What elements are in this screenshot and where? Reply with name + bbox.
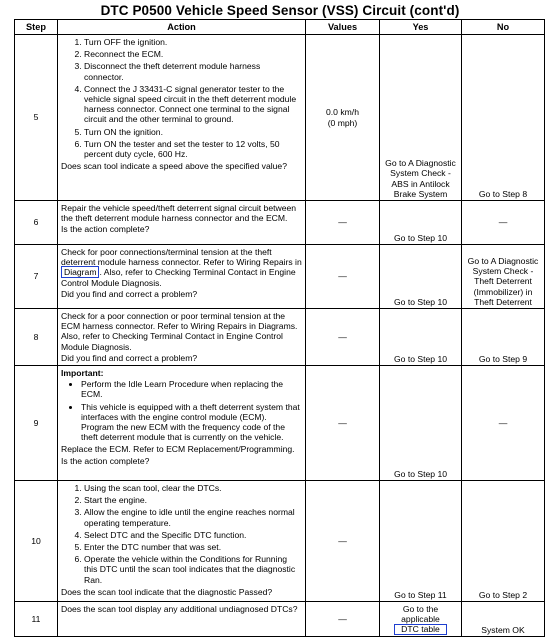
list-item: 1. Turn OFF the ignition.: [84, 37, 302, 47]
header-action: Action: [58, 20, 306, 35]
action-text: Repair the vehicle speed/theft deterrent signal circuit between the theft deterrent module harness connector and the ECM.: [61, 203, 297, 224]
list-item: • Perform the Idle Learn Procedure when replacing the ECM.: [81, 379, 302, 399]
step-number: 11: [15, 602, 58, 637]
action-question: Does the scan tool indicate that the diagnostic Passed?: [61, 586, 273, 597]
list-item: 2. Start the engine.: [84, 495, 302, 505]
list-item: 6. Operate the vehicle within the Conditions for Running this DTC until the scan tool indicates that the diagnostic Ran.: [84, 554, 302, 585]
action-cell: [58, 201, 306, 245]
important-label: Important:: [61, 368, 104, 379]
action-question: Does the scan tool display any additional undiagnosed DTCs?: [61, 604, 298, 615]
values-cell: —: [306, 309, 380, 366]
table-row: [15, 35, 545, 201]
action-cell: [58, 245, 306, 309]
list-item: 5. Enter the DTC number that was set.: [84, 542, 302, 552]
step-number: 10: [15, 481, 58, 602]
action-text: [61, 247, 302, 288]
values-cell: —: [306, 481, 380, 602]
yes-cell: Go to Step 10: [380, 245, 462, 309]
action-text: Replace the ECM. Refer to ECM Replacement/Programming.: [61, 444, 295, 455]
table-row: [15, 366, 545, 481]
no-cell: System OK: [462, 602, 545, 637]
table-row: [15, 245, 545, 309]
list-item: 1. Using the scan tool, clear the DTCs.: [84, 483, 302, 493]
no-cell: Go to Step 9: [462, 309, 545, 366]
action-question: Did you find and correct a problem?: [61, 352, 198, 363]
no-cell: —: [462, 366, 545, 481]
action-cell: [58, 309, 306, 366]
list-item: 4. Select DTC and the Specific DTC function.: [84, 530, 302, 540]
no-cell: —: [462, 201, 545, 245]
table-row: [15, 481, 545, 602]
yes-cell: Go to Step 11: [380, 481, 462, 602]
value-line: (0 mph): [327, 117, 358, 128]
step-number: 9: [15, 366, 58, 481]
table-row: [15, 201, 545, 245]
values-cell: —: [306, 366, 380, 481]
header-yes: Yes: [380, 20, 462, 35]
action-question: Is the action complete?: [61, 455, 150, 466]
table-row: [15, 309, 545, 366]
list-item: 3. Allow the engine to idle until the engine reaches normal operating temperature.: [84, 507, 302, 527]
diagram-link[interactable]: Diagram: [61, 266, 99, 278]
action-cell: [58, 481, 306, 602]
values-cell: —: [306, 245, 380, 309]
action-cell: [58, 366, 306, 481]
list-item: 3. Disconnect the theft deterrent module harness connector.: [84, 61, 302, 81]
action-text: Check for a poor connection or poor terminal tension at the ECM harness connector. Refer to Wiring Repairs in Diagrams. Also, refer to Checking Terminal Contact in Engine Control Module Diagnosis.: [61, 311, 298, 352]
step-number: 6: [15, 201, 58, 245]
action-question: Did you find and correct a problem?: [61, 288, 198, 299]
table-header-row: [15, 20, 545, 35]
action-text-part: . Also, refer to Checking Terminal Contact in Engine Control Module Diagnosis.: [61, 267, 296, 288]
no-cell: Go to Step 8: [462, 35, 545, 201]
yes-cell: Go to Step 10: [380, 366, 462, 481]
yes-cell: Go to A Diagnostic System Check - ABS in Antilock Brake System: [380, 35, 462, 201]
action-cell: [58, 35, 306, 201]
header-no: No: [462, 20, 545, 35]
values-cell: [306, 35, 380, 201]
header-values: Values: [306, 20, 380, 35]
action-text-part: Check for poor connections/terminal tension at the theft deterrent module harness connector. Refer to Wiring Repairs in: [61, 247, 302, 268]
no-cell: Go to A Diagnostic System Check - Theft Deterrent (Immobilizer) in Theft Deterrent: [462, 245, 545, 309]
action-question: Does scan tool indicate a speed above the specified value?: [61, 161, 287, 172]
action-question: Is the action complete?: [61, 224, 150, 235]
page-title: DTC P0500 Vehicle Speed Sensor (VSS) Circuit (cont'd): [100, 3, 460, 18]
list-item: 2. Reconnect the ECM.: [84, 49, 302, 59]
values-cell: —: [306, 201, 380, 245]
action-steps: [61, 483, 302, 585]
header-step: Step: [15, 20, 58, 35]
important-notes: [61, 379, 302, 442]
yes-text: Go to the applicable: [401, 604, 440, 625]
list-item: 4. Connect the J 33431-C signal generator tester to the vehicle signal speed circuit in the theft deterrent module harness connector. Connect one terminal to the signal circuit and the other terminal to ground.: [84, 84, 302, 125]
no-cell: Go to Step 2: [462, 481, 545, 602]
list-item: • This vehicle is equipped with a theft deterrent system that interfaces with the engine control module (ECM). Program the new ECM with the frequency code of the theft deterrent module that is currently on the vehicle.: [81, 402, 302, 443]
value-line: 0.0 km/h: [326, 107, 359, 118]
action-steps: [61, 37, 302, 159]
yes-cell: Go to Step 10: [380, 309, 462, 366]
step-number: 7: [15, 245, 58, 309]
list-item: 5. Turn ON the ignition.: [84, 127, 302, 137]
diagnostic-table: [14, 19, 545, 637]
step-number: 5: [15, 35, 58, 201]
list-item: 6. Turn ON the tester and set the tester to 12 volts, 50 percent duty cycle, 600 Hz.: [84, 139, 302, 159]
values-cell: —: [306, 602, 380, 637]
step-number: 8: [15, 309, 58, 366]
dtc-table-link[interactable]: DTC table: [394, 624, 447, 635]
yes-cell: Go to Step 10: [380, 201, 462, 245]
